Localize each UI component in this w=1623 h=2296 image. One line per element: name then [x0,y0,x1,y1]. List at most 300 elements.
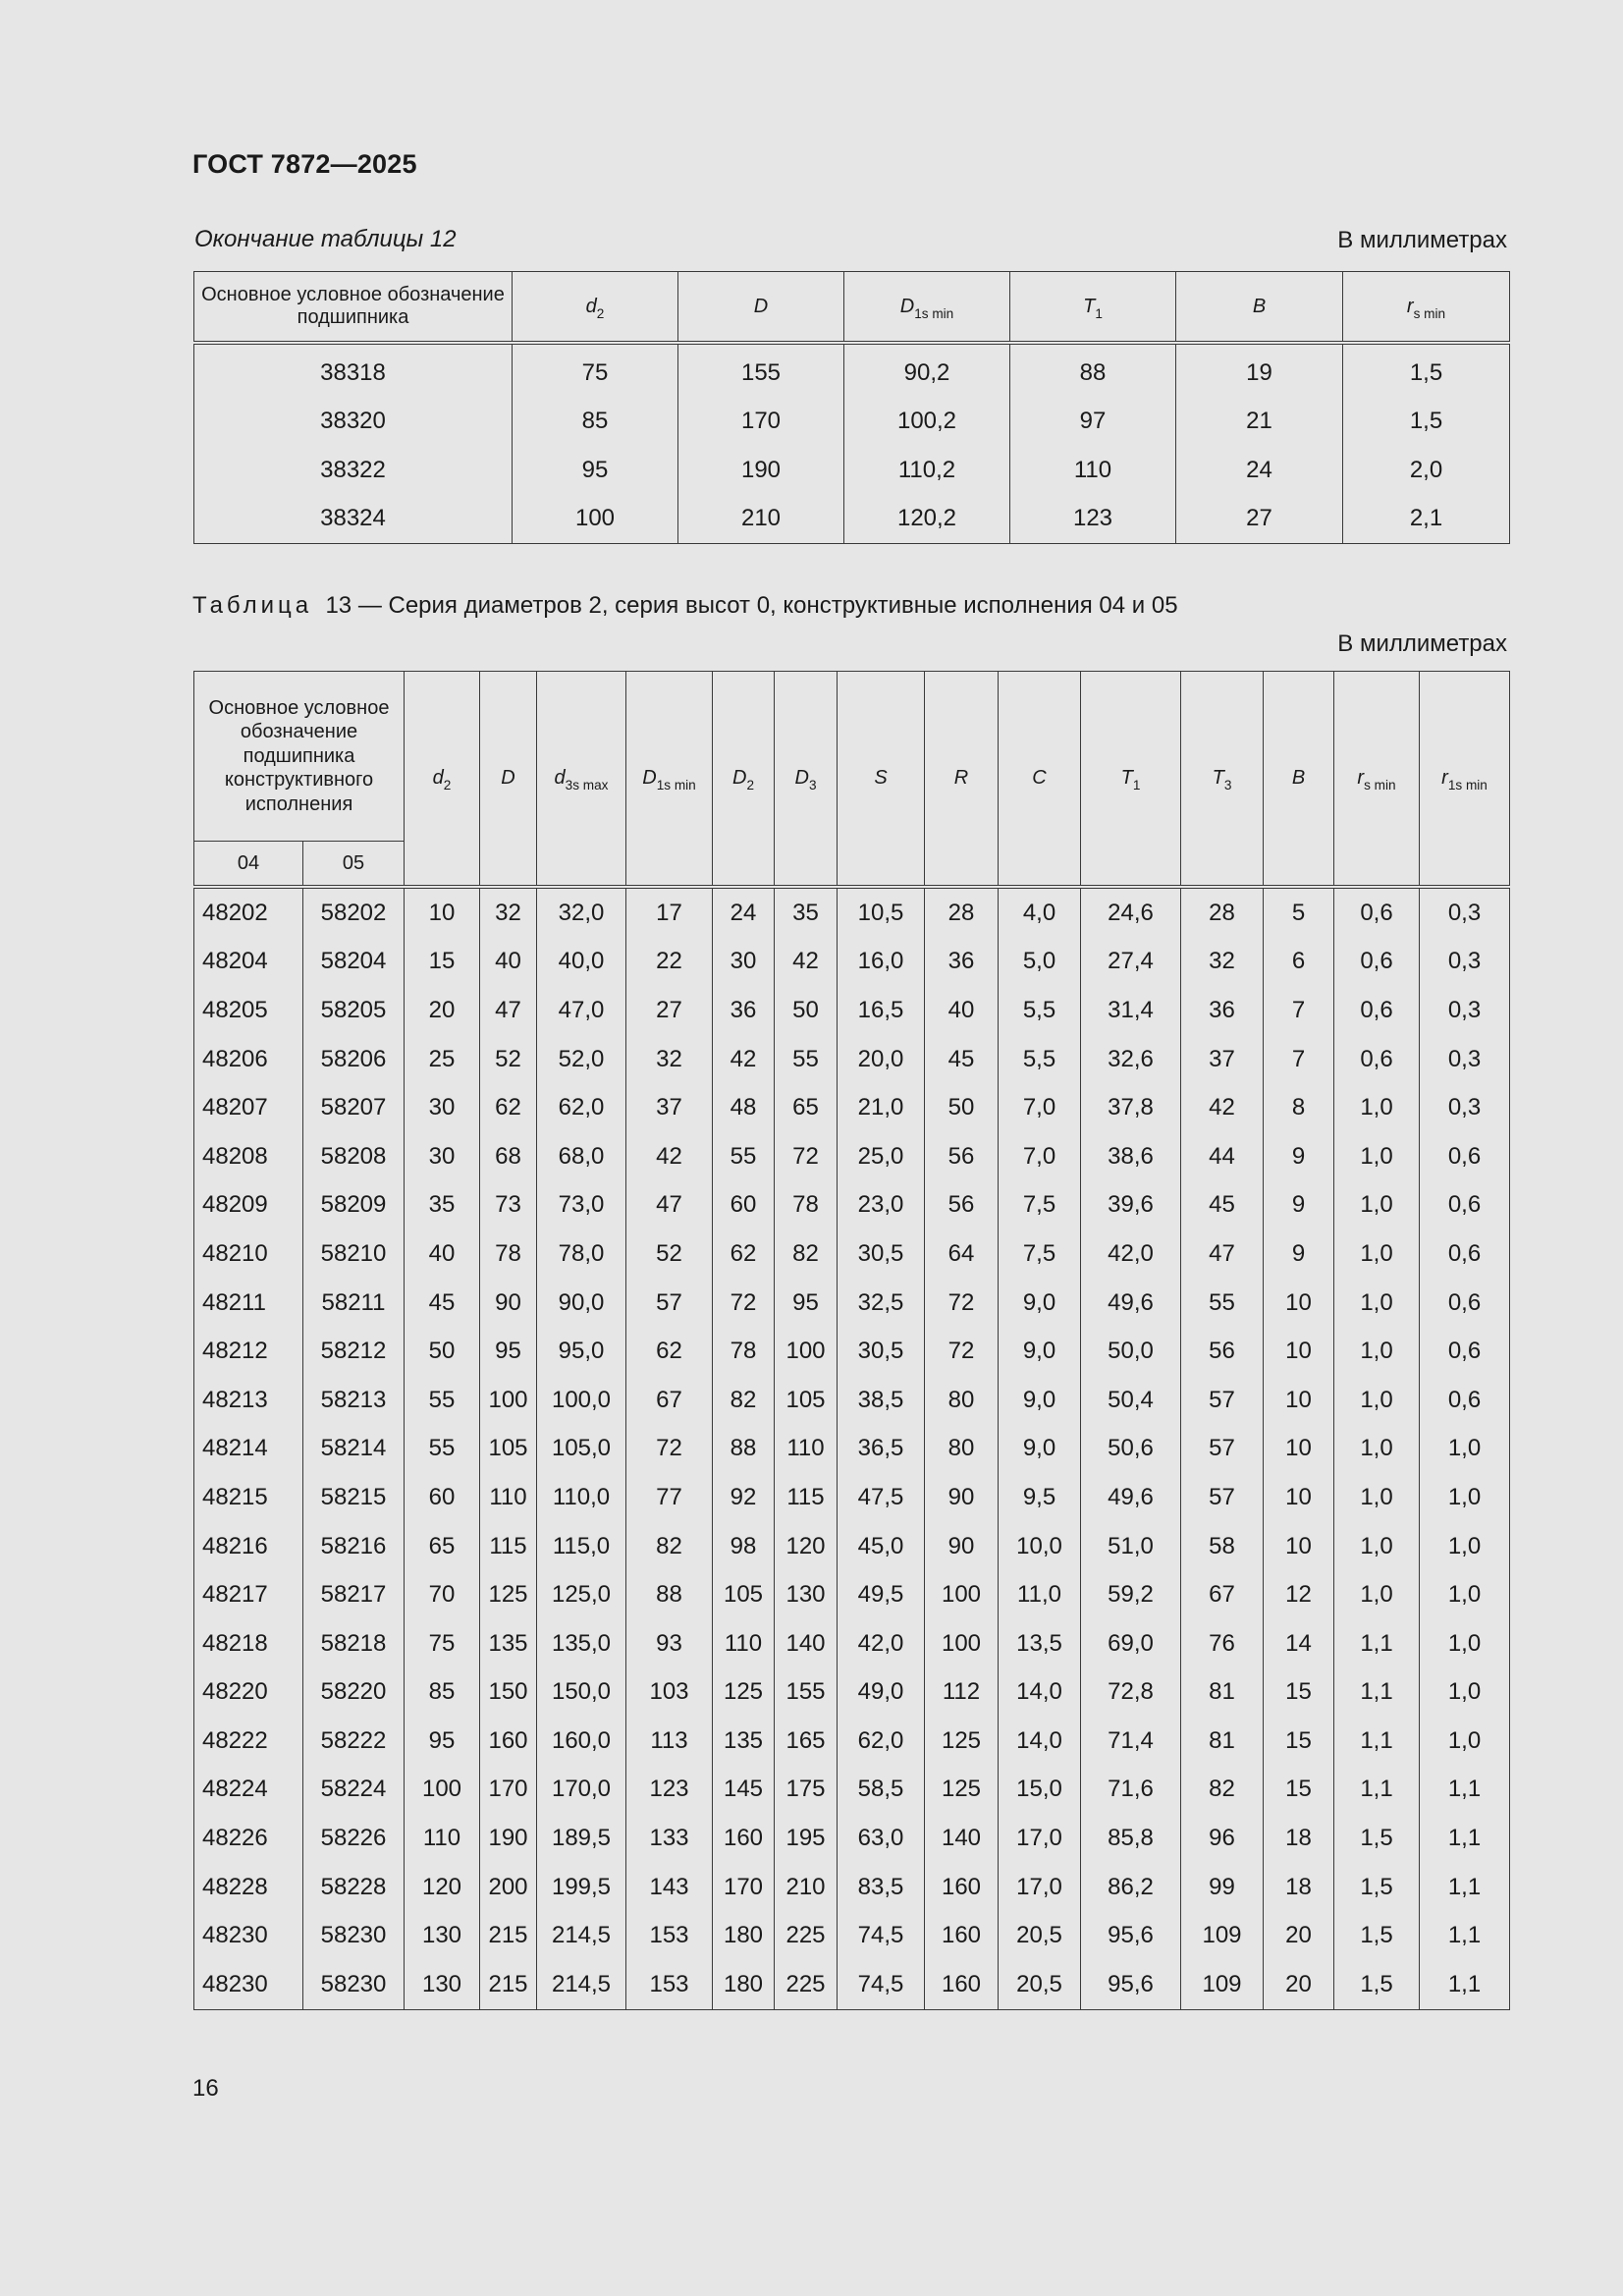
table-row [194,1279,1510,1328]
table-cell: 160 [925,1863,999,1912]
table-cell: 50 [405,1327,480,1376]
table13-column-header-0-subscript: 2 [443,778,452,793]
table-cell: 38320 [320,408,386,435]
table13-column-header-12-subscript: s min [1364,778,1396,793]
table-cell: 62,0 [838,1717,925,1766]
table-row [194,1181,1510,1230]
table-cell: 42 [1181,1083,1264,1132]
table-cell: 1,5 [1334,1911,1420,1960]
table13-caption [192,592,1178,620]
table-cell: 48204 [202,948,268,975]
table-cell: 58206 [303,1035,405,1084]
table-cell: 75 [513,343,678,398]
table-row [194,1230,1510,1279]
table-cell: 214,5 [537,1960,626,2009]
table-cell: 49,6 [1081,1473,1181,1522]
table13-column-header-11 [1264,672,1334,888]
table-cell: 5,5 [999,1035,1081,1084]
table13-column-header-7-symbol: R [953,767,969,790]
table-cell: 49,6 [1081,1279,1181,1328]
table-cell: 48217 [202,1581,268,1609]
table-cell: 32,6 [1081,1035,1181,1084]
table-cell: 40,0 [537,938,626,987]
table-cell: 45,0 [838,1522,925,1571]
table-cell: 0,6 [1420,1279,1510,1328]
table-cell: 40 [925,986,999,1035]
table-cell: 175 [775,1766,838,1815]
table-cell: 1,5 [1343,343,1510,398]
table-row [194,1035,1510,1084]
table-cell: 32 [626,1035,713,1084]
table-cell: 180 [713,1960,775,2009]
table-cell: 1,0 [1334,1083,1420,1132]
table-cell: 73,0 [537,1181,626,1230]
table-cell: 16,0 [838,938,925,987]
table-cell: 110 [405,1814,480,1863]
table-cell: 92 [713,1473,775,1522]
table-cell: 1,0 [1420,1425,1510,1474]
table-cell: 73 [480,1181,537,1230]
table-cell: 27 [1176,495,1343,544]
table-cell: 100 [405,1766,480,1815]
table-cell: 170 [713,1863,775,1912]
table-cell: 214,5 [537,1911,626,1960]
table12-column-header-3-symbol: D [899,295,915,317]
table-cell: 30 [405,1083,480,1132]
table-cell: 47,0 [537,986,626,1035]
table-cell: 10 [1264,1376,1334,1425]
table12-column-header-4-subscript: 1 [1095,305,1103,321]
table-cell: 65 [405,1522,480,1571]
table13-units-label: В миллиметрах [1337,630,1507,657]
table-row [194,343,1510,398]
table-cell: 225 [775,1911,838,1960]
table13-column-header-5-symbol: D [794,767,809,790]
table-cell: 48214 [202,1435,268,1462]
table-cell: 48218 [202,1629,268,1657]
table-cell: 58,5 [838,1766,925,1815]
table-cell: 75 [405,1619,480,1668]
table-cell: 210 [678,495,844,544]
table-cell: 32,5 [838,1279,925,1328]
table-row [194,495,1510,544]
table-cell: 52,0 [537,1035,626,1084]
table-cell: 37 [1181,1035,1264,1084]
table12-column-header-4-symbol: T [1083,295,1096,317]
table13-column-header-9 [1081,672,1181,888]
table-cell: 190 [678,446,844,495]
table-cell: 58204 [303,938,405,987]
table-cell: 82 [626,1522,713,1571]
table-cell: 103 [626,1668,713,1718]
table-row [194,1668,1510,1718]
table-cell: 49,5 [838,1570,925,1619]
table-cell: 81 [1181,1717,1264,1766]
table-cell: 14,0 [999,1668,1081,1718]
table-cell: 1,5 [1334,1863,1420,1912]
table-cell: 17,0 [999,1863,1081,1912]
table13-column-header-4-symbol: D [731,767,747,790]
table-cell: 109 [1181,1911,1264,1960]
table-cell: 95 [405,1717,480,1766]
table13-column-header-11-symbol: B [1291,767,1306,790]
table-cell: 70 [405,1570,480,1619]
table13-column-header-1-symbol: D [501,767,515,790]
table-cell: 48230 [202,1970,268,1997]
table-cell: 110 [713,1619,775,1668]
table-cell: 27,4 [1081,938,1181,987]
table-cell: 80 [925,1425,999,1474]
table-cell: 1,0 [1334,1522,1420,1571]
table-cell: 8 [1264,1083,1334,1132]
table13-group-header: Основное условное обозначение подшипника конструктивного исполнения [208,696,390,815]
table-cell: 65 [775,1083,838,1132]
table-cell: 58218 [303,1619,405,1668]
table13-column-header-13 [1420,672,1510,888]
table-cell: 110 [480,1473,537,1522]
table13-column-header-6 [838,672,925,888]
table-cell: 62 [713,1230,775,1279]
table-cell: 36 [925,938,999,987]
table13-version-header-04: 04 [194,842,303,888]
table-cell: 48205 [202,996,268,1023]
table-cell: 153 [626,1960,713,2009]
table-cell: 30 [405,1132,480,1181]
table13-column-header-13-subscript: 1s min [1447,778,1488,793]
table-cell: 88 [626,1570,713,1619]
table-cell: 1,0 [1334,1230,1420,1279]
table-cell: 30,5 [838,1230,925,1279]
table-cell: 95,0 [537,1327,626,1376]
table-cell: 17,0 [999,1814,1081,1863]
table-cell: 0,3 [1420,1035,1510,1084]
table-cell: 10 [1264,1279,1334,1328]
table-cell: 7,5 [999,1230,1081,1279]
table-cell: 42 [775,938,838,987]
table-cell: 95 [775,1279,838,1328]
table-row [194,1425,1510,1474]
table-cell: 48224 [202,1776,268,1803]
table-cell: 7,0 [999,1132,1081,1181]
table-cell: 47 [480,986,537,1035]
table-cell: 1,5 [1334,1814,1420,1863]
table12-column-header-3-subscript: 1s min [914,305,954,321]
table-cell: 90 [925,1522,999,1571]
table-cell: 5 [1264,887,1334,938]
table-cell: 18 [1264,1814,1334,1863]
table13-column-header-7 [925,672,999,888]
table-cell: 7 [1264,1035,1334,1084]
table-row [194,887,1510,938]
table-cell: 37,8 [1081,1083,1181,1132]
table-cell: 71,6 [1081,1766,1181,1815]
table13-header-row [194,672,1510,842]
table-cell: 58226 [303,1814,405,1863]
table-cell: 1,0 [1334,1425,1420,1474]
table-cell: 50 [925,1083,999,1132]
table-cell: 28 [1181,887,1264,938]
table-cell: 120 [775,1522,838,1571]
table-cell: 40 [405,1230,480,1279]
table-cell: 48216 [202,1532,268,1559]
table-cell: 12 [1264,1570,1334,1619]
table-cell: 16,5 [838,986,925,1035]
table-cell: 48222 [202,1726,268,1754]
table12-column-header-6 [1343,272,1510,344]
table-cell: 63,0 [838,1814,925,1863]
table-cell: 20 [1264,1911,1334,1960]
table-cell: 210 [775,1863,838,1912]
table-cell: 38322 [320,456,386,483]
table-cell: 86,2 [1081,1863,1181,1912]
table-cell: 160 [925,1911,999,1960]
table-cell: 80 [925,1376,999,1425]
table12-column-header-5 [1176,272,1343,344]
table-cell: 59,2 [1081,1570,1181,1619]
table13-column-header-12 [1334,672,1420,888]
table-cell: 100 [480,1376,537,1425]
table-cell: 18 [1264,1863,1334,1912]
table13-caption-title: 13 — Серия диаметров 2, серия высот 0, конструктивные исполнения 04 и 05 [325,592,1178,619]
table-cell: 1,1 [1420,1814,1510,1863]
table-cell: 140 [775,1619,838,1668]
table-cell: 32 [480,887,537,938]
table13-column-header-2 [537,672,626,888]
table-cell: 58210 [303,1230,405,1279]
table12-column-header-1 [513,272,678,344]
table-cell: 38324 [320,505,386,532]
table-row [194,1766,1510,1815]
table-cell: 1,1 [1334,1619,1420,1668]
table-cell: 57 [1181,1376,1264,1425]
table-cell: 1,0 [1334,1376,1420,1425]
table-cell: 10 [405,887,480,938]
table-cell: 58207 [303,1083,405,1132]
table-cell: 95,6 [1081,1911,1181,1960]
table-cell: 48212 [202,1338,268,1365]
table-cell: 1,0 [1334,1279,1420,1328]
table-cell: 22 [626,938,713,987]
table-cell: 45 [1181,1181,1264,1230]
table-cell: 51,0 [1081,1522,1181,1571]
table-cell: 123 [1010,495,1176,544]
document-id-header: ГОСТ 7872—2025 [192,149,417,179]
table-cell: 1,1 [1420,1766,1510,1815]
table-cell: 0,3 [1420,986,1510,1035]
table-cell: 5,5 [999,986,1081,1035]
table-cell: 99 [1181,1863,1264,1912]
table-cell: 90 [925,1473,999,1522]
table-row [194,1522,1510,1571]
table-row [194,398,1510,447]
table-cell: 100 [775,1327,838,1376]
table-cell: 9 [1264,1132,1334,1181]
table-cell: 1,1 [1420,1960,1510,2009]
table-cell: 123 [626,1766,713,1815]
table-cell: 13,5 [999,1619,1081,1668]
table-cell: 1,1 [1334,1668,1420,1718]
table-cell: 82 [1181,1766,1264,1815]
table-cell: 42,0 [838,1619,925,1668]
table-cell: 25,0 [838,1132,925,1181]
table-cell: 19 [1176,343,1343,398]
table13-column-header-13-symbol: r [1441,767,1448,790]
table-row [194,1376,1510,1425]
table-cell: 100,0 [537,1376,626,1425]
table-cell: 1,1 [1334,1766,1420,1815]
table-cell: 28 [925,887,999,938]
table-cell: 1,1 [1420,1911,1510,1960]
table-cell: 1,1 [1334,1717,1420,1766]
table-cell: 72,8 [1081,1668,1181,1718]
table-cell: 35 [775,887,838,938]
table-cell: 58230 [303,1960,405,2009]
table13-column-header-3-symbol: D [642,767,657,790]
table-cell: 1,0 [1420,1473,1510,1522]
table-cell: 58202 [303,887,405,938]
table-cell: 48202 [202,899,268,926]
table-cell: 1,0 [1420,1619,1510,1668]
table-cell: 1,0 [1420,1522,1510,1571]
table-row [194,1717,1510,1766]
table-cell: 56 [925,1132,999,1181]
table-cell: 155 [775,1668,838,1718]
table12-column-header-1-symbol: d [585,295,597,317]
table-cell: 72 [925,1327,999,1376]
table-cell: 48228 [202,1873,268,1900]
table-cell: 32 [1181,938,1264,987]
table13-column-header-9-subscript: 1 [1132,778,1141,793]
table-cell: 125,0 [537,1570,626,1619]
table-cell: 1,0 [1334,1473,1420,1522]
table-cell: 10 [1264,1425,1334,1474]
table-cell: 153 [626,1911,713,1960]
table-cell: 57 [1181,1425,1264,1474]
table-cell: 15 [1264,1717,1334,1766]
table-cell: 20 [405,986,480,1035]
table-row [194,1911,1510,1960]
table-cell: 31,4 [1081,986,1181,1035]
table-cell: 215 [480,1960,537,2009]
table13-column-header-1 [480,672,537,888]
table-cell: 82 [713,1376,775,1425]
table-cell: 195 [775,1814,838,1863]
table-cell: 7,0 [999,1083,1081,1132]
table-cell: 105,0 [537,1425,626,1474]
table-cell: 90 [480,1279,537,1328]
table-cell: 58217 [303,1570,405,1619]
table12-column-header-6-subscript: s min [1413,305,1446,321]
table-cell: 96 [1181,1814,1264,1863]
table-cell: 48210 [202,1239,268,1267]
table-cell: 95 [480,1327,537,1376]
table-cell: 44 [1181,1132,1264,1181]
table-cell: 48220 [202,1678,268,1706]
table-cell: 14,0 [999,1717,1081,1766]
table-cell: 10 [1264,1473,1334,1522]
table-cell: 98 [713,1522,775,1571]
table-cell: 35 [405,1181,480,1230]
table-cell: 0,3 [1420,887,1510,938]
table-cell: 120 [405,1863,480,1912]
table-cell: 62 [626,1327,713,1376]
table-cell: 56 [925,1181,999,1230]
table12-body [194,343,1510,544]
table-cell: 37 [626,1083,713,1132]
table-cell: 1,0 [1420,1717,1510,1766]
table-cell: 135 [713,1717,775,1766]
table-cell: 170 [480,1766,537,1815]
table12-column-header-4 [1010,272,1176,344]
table-cell: 68,0 [537,1132,626,1181]
table-cell: 0,6 [1334,887,1420,938]
table-cell: 85,8 [1081,1814,1181,1863]
table13-column-header-10 [1181,672,1264,888]
table-cell: 88 [713,1425,775,1474]
table-cell: 4,0 [999,887,1081,938]
table-row [194,986,1510,1035]
table-cell: 135,0 [537,1619,626,1668]
table-cell: 48215 [202,1483,268,1510]
table-cell: 58205 [303,986,405,1035]
table-cell: 58230 [303,1911,405,1960]
table-cell: 100 [925,1570,999,1619]
table-row [194,1570,1510,1619]
table12-column-header-2 [678,272,844,344]
table-cell: 1,0 [1334,1181,1420,1230]
table-cell: 9,0 [999,1376,1081,1425]
table-cell: 125 [925,1766,999,1815]
table-cell: 200 [480,1863,537,1912]
table-cell: 85 [405,1668,480,1718]
table-cell: 58208 [303,1132,405,1181]
table-cell: 100 [925,1619,999,1668]
table-cell: 90,0 [537,1279,626,1328]
table13-column-header-10-symbol: T [1212,767,1224,790]
table-cell: 170,0 [537,1766,626,1815]
table-cell: 14 [1264,1619,1334,1668]
table-cell: 90,2 [844,343,1010,398]
table-row [194,1863,1510,1912]
table13-column-header-8 [999,672,1081,888]
table-cell: 1,1 [1420,1863,1510,1912]
table-row [194,446,1510,495]
table-cell: 72 [775,1132,838,1181]
table-cell: 2,0 [1343,446,1510,495]
table-cell: 9,5 [999,1473,1081,1522]
table-cell: 130 [775,1570,838,1619]
table-cell: 58222 [303,1717,405,1766]
table-cell: 68 [480,1132,537,1181]
table-cell: 1,5 [1343,398,1510,447]
table-cell: 58214 [303,1425,405,1474]
table-cell: 58212 [303,1327,405,1376]
table-cell: 47 [626,1181,713,1230]
table-cell: 74,5 [838,1960,925,2009]
table-row [194,1814,1510,1863]
table-row [194,1083,1510,1132]
table-cell: 109 [1181,1960,1264,2009]
table-cell: 42 [626,1132,713,1181]
table-cell: 55 [775,1035,838,1084]
table-row [194,1473,1510,1522]
table-cell: 125 [480,1570,537,1619]
table-cell: 48230 [202,1922,268,1949]
table-cell: 20,5 [999,1960,1081,2009]
table-cell: 39,6 [1081,1181,1181,1230]
table-cell: 0,3 [1420,1083,1510,1132]
table12-column-header-5-symbol: B [1252,295,1267,317]
